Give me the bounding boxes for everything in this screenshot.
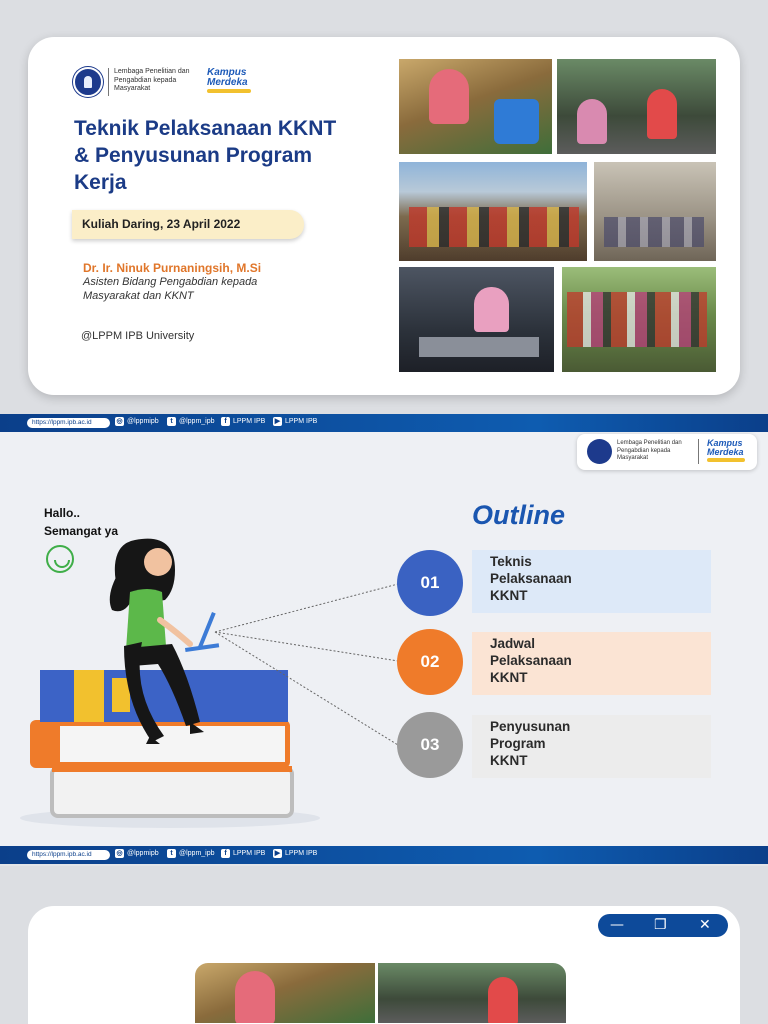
youtube-icon: ▶ [274,850,281,857]
slide-3 [0,866,768,1024]
social-bar [0,414,768,432]
photo-activity-4 [593,161,717,262]
youtube-link[interactable]: ▶ LPPM IPB [274,850,318,857]
twitter-icon: t [167,849,176,858]
photo-activity-5 [398,266,555,373]
instagram-link[interactable]: ◎ @lppmipb [116,850,159,857]
photo-activity-2-preview [377,962,567,1024]
outline-item-1-number: 01 [397,550,463,616]
logo-divider [108,68,109,96]
website-link[interactable]: https://lppm.ipb.ac.id [27,850,110,860]
ipb-logo-icon [73,67,103,97]
facebook-link[interactable]: f LPPM IPB [221,417,265,426]
photo-activity-1 [398,58,553,155]
restore-icon[interactable]: ❐ [654,917,667,933]
twitter-icon: t [167,417,176,426]
author-name: Dr. Ir. Ninuk Purnaningsih, M.Si [83,261,262,275]
lecture-date: Kuliah Daring, 23 April 2022 [72,210,304,239]
kampus-merdeka-logo: Kampus Merdeka [707,439,745,462]
lppm-logo-text: Lembaga Penelitian dan Pengabdian kepada Masyarakat [617,440,682,461]
minimize-icon[interactable]: — [610,917,624,933]
website-link[interactable]: https://lppm.ipb.ac.id [27,418,110,428]
presentation-title: Teknik Pelaksanaan KKNT & Penyusunan Program Kerja [74,117,337,194]
outline-item-3-label: Penyusunan Program KKNT [472,715,711,778]
facebook-link[interactable]: f LPPM IPB [221,849,265,858]
facebook-icon: f [221,417,230,426]
close-icon[interactable]: ✕ [699,917,711,933]
outline-item-1-label: Teknis Pelaksanaan KKNT [472,550,711,613]
window-controls [598,914,728,937]
outline-item-2-label: Jadwal Pelaksanaan KKNT [472,632,711,695]
slide-2 [0,432,768,846]
instagram-link[interactable]: ◎ @lppmipb [116,418,159,425]
photo-activity-6 [561,266,717,373]
twitter-link[interactable]: t @lppm_ipb [167,417,215,426]
youtube-icon: ▶ [274,418,281,425]
greeting-text: Hallo.. Semangat ya [44,506,119,538]
outline-title: Outline [472,500,565,530]
slide-1 [0,0,768,414]
instagram-icon: ◎ [116,850,123,857]
youtube-link[interactable]: ▶ LPPM IPB [274,418,318,425]
facebook-icon: f [221,849,230,858]
social-bar [0,846,768,864]
institution-handle: @LPPM IPB University [81,330,195,342]
instagram-icon: ◎ [116,418,123,425]
twitter-link[interactable]: t @lppm_ipb [167,849,215,858]
author-role: Asisten Bidang Pengabdian kepada Masyarakat dan KKNT [83,276,258,302]
photo-activity-1-preview [194,962,376,1024]
photo-activity-3 [398,161,588,262]
lppm-logo-text: Lembaga Penelitian dan Pengabdian kepada Masyarakat [114,68,190,92]
outline-item-2-number: 02 [397,629,463,695]
outline-item-3-number: 03 [397,712,463,778]
kampus-merdeka-logo: Kampus Merdeka [207,68,251,93]
photo-activity-2 [556,58,717,155]
